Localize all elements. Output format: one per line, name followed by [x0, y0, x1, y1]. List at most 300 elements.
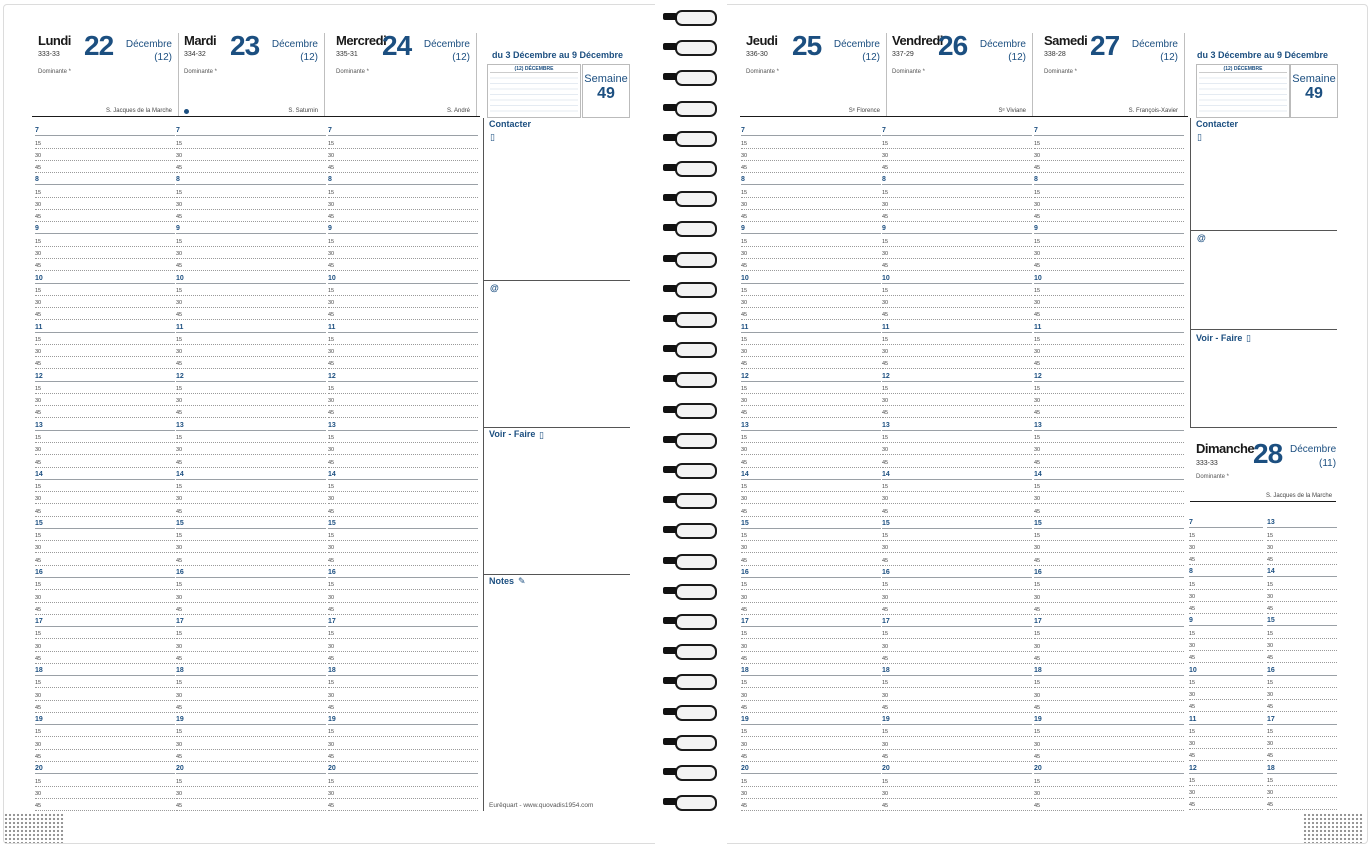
quarter-row[interactable] [1189, 638, 1263, 651]
quarter-row[interactable] [741, 651, 881, 664]
hour-row[interactable] [35, 467, 175, 480]
quarter-row[interactable] [741, 148, 881, 161]
hour-row[interactable] [1034, 221, 1184, 234]
quarter-row[interactable] [176, 209, 326, 222]
quarter-row[interactable] [176, 430, 326, 443]
hour-row[interactable] [328, 270, 478, 283]
quarter-row[interactable] [882, 184, 1032, 197]
quarter-row[interactable] [882, 700, 1032, 713]
left-voir-faire-panel[interactable] [483, 428, 630, 575]
quarter-row[interactable] [741, 491, 881, 504]
quarter-row[interactable] [882, 344, 1032, 357]
quarter-row[interactable] [328, 577, 478, 590]
hour-row[interactable] [328, 221, 478, 234]
quarter-row[interactable] [882, 651, 1032, 664]
quarter-row[interactable] [328, 552, 478, 565]
quarter-row[interactable] [35, 135, 175, 148]
quarter-row[interactable] [882, 356, 1032, 369]
hour-row[interactable] [1189, 564, 1263, 577]
hour-row[interactable] [176, 516, 326, 529]
quarter-row[interactable] [1189, 699, 1263, 712]
quarter-row[interactable] [741, 405, 881, 418]
hour-row[interactable] [882, 614, 1032, 627]
quarter-row[interactable] [176, 577, 326, 590]
quarter-row[interactable] [741, 503, 881, 516]
quarter-row[interactable] [741, 700, 881, 713]
hour-row[interactable] [35, 221, 175, 234]
hour-row[interactable] [882, 663, 1032, 676]
quarter-row[interactable] [176, 602, 326, 615]
hour-row[interactable] [1189, 613, 1263, 626]
quarter-row[interactable] [741, 344, 881, 357]
quarter-row[interactable] [882, 798, 1032, 811]
quarter-row[interactable] [1034, 283, 1184, 296]
quarter-row[interactable] [35, 503, 175, 516]
quarter-row[interactable] [176, 786, 326, 799]
quarter-row[interactable] [741, 724, 881, 737]
hour-row[interactable] [35, 712, 175, 725]
quarter-row[interactable] [741, 737, 881, 750]
quarter-row[interactable] [1034, 233, 1184, 246]
quarter-row[interactable] [741, 773, 881, 786]
hour-row[interactable] [882, 417, 1032, 430]
quarter-row[interactable] [35, 454, 175, 467]
hour-row[interactable] [328, 516, 478, 529]
quarter-row[interactable] [741, 381, 881, 394]
quarter-row[interactable] [1034, 295, 1184, 308]
hour-row[interactable] [741, 368, 881, 381]
quarter-row[interactable] [1267, 748, 1337, 761]
quarter-row[interactable] [741, 246, 881, 259]
quarter-row[interactable] [1034, 589, 1184, 602]
quarter-row[interactable] [1267, 785, 1337, 798]
hour-row[interactable] [882, 221, 1032, 234]
hour-row[interactable] [176, 221, 326, 234]
quarter-row[interactable] [741, 160, 881, 173]
hour-row[interactable] [328, 123, 478, 136]
hour-row[interactable] [741, 614, 881, 627]
quarter-row[interactable] [328, 687, 478, 700]
quarter-row[interactable] [328, 356, 478, 369]
quarter-row[interactable] [1034, 503, 1184, 516]
quarter-row[interactable] [35, 295, 175, 308]
quarter-row[interactable] [882, 258, 1032, 271]
quarter-row[interactable] [1267, 625, 1337, 638]
quarter-row[interactable] [176, 638, 326, 651]
hour-row[interactable] [1034, 270, 1184, 283]
hour-row[interactable] [328, 712, 478, 725]
quarter-row[interactable] [328, 454, 478, 467]
quarter-row[interactable] [1034, 405, 1184, 418]
quarter-row[interactable] [882, 405, 1032, 418]
quarter-row[interactable] [176, 295, 326, 308]
quarter-row[interactable] [882, 160, 1032, 173]
quarter-row[interactable] [1034, 135, 1184, 148]
quarter-row[interactable] [35, 148, 175, 161]
quarter-row[interactable] [741, 135, 881, 148]
quarter-row[interactable] [176, 773, 326, 786]
hour-row[interactable] [1267, 662, 1337, 675]
hour-row[interactable] [741, 663, 881, 676]
quarter-row[interactable] [1034, 430, 1184, 443]
quarter-row[interactable] [176, 626, 326, 639]
hour-row[interactable] [741, 761, 881, 774]
quarter-row[interactable] [882, 233, 1032, 246]
quarter-row[interactable] [1267, 773, 1337, 786]
quarter-row[interactable] [1034, 307, 1184, 320]
quarter-row[interactable] [176, 552, 326, 565]
quarter-row[interactable] [882, 295, 1032, 308]
quarter-row[interactable] [1189, 773, 1263, 786]
quarter-row[interactable] [35, 381, 175, 394]
quarter-row[interactable] [176, 233, 326, 246]
quarter-row[interactable] [1267, 540, 1337, 553]
quarter-row[interactable] [1034, 491, 1184, 504]
quarter-row[interactable] [1034, 749, 1184, 762]
quarter-row[interactable] [328, 700, 478, 713]
quarter-row[interactable] [1034, 552, 1184, 565]
quarter-row[interactable] [176, 675, 326, 688]
quarter-row[interactable] [1034, 638, 1184, 651]
quarter-row[interactable] [882, 430, 1032, 443]
quarter-row[interactable] [176, 503, 326, 516]
hour-row[interactable] [35, 123, 175, 136]
quarter-row[interactable] [35, 479, 175, 492]
hour-row[interactable] [1267, 564, 1337, 577]
quarter-row[interactable] [1034, 258, 1184, 271]
quarter-row[interactable] [176, 700, 326, 713]
quarter-row[interactable] [328, 602, 478, 615]
hour-row[interactable] [1034, 319, 1184, 332]
quarter-row[interactable] [882, 148, 1032, 161]
quarter-row[interactable] [1034, 332, 1184, 345]
quarter-row[interactable] [1189, 527, 1263, 540]
quarter-row[interactable] [882, 307, 1032, 320]
quarter-row[interactable] [882, 737, 1032, 750]
hour-row[interactable] [1189, 760, 1263, 773]
hour-row[interactable] [176, 368, 326, 381]
quarter-row[interactable] [328, 381, 478, 394]
hour-row[interactable] [176, 319, 326, 332]
quarter-row[interactable] [741, 798, 881, 811]
quarter-row[interactable] [1189, 736, 1263, 749]
quarter-row[interactable] [741, 307, 881, 320]
quarter-row[interactable] [1189, 625, 1263, 638]
quarter-row[interactable] [1189, 797, 1263, 810]
quarter-row[interactable] [882, 135, 1032, 148]
hour-row[interactable] [1189, 711, 1263, 724]
hour-row[interactable] [176, 467, 326, 480]
quarter-row[interactable] [1034, 356, 1184, 369]
hour-row[interactable] [882, 761, 1032, 774]
hour-row[interactable] [35, 516, 175, 529]
quarter-row[interactable] [1034, 381, 1184, 394]
quarter-row[interactable] [882, 246, 1032, 259]
quarter-row[interactable] [328, 737, 478, 750]
hour-row[interactable] [741, 417, 881, 430]
quarter-row[interactable] [1034, 773, 1184, 786]
hour-row[interactable] [1034, 123, 1184, 136]
quarter-row[interactable] [1189, 576, 1263, 589]
quarter-row[interactable] [741, 442, 881, 455]
quarter-row[interactable] [328, 258, 478, 271]
quarter-row[interactable] [328, 528, 478, 541]
quarter-row[interactable] [1034, 160, 1184, 173]
quarter-row[interactable] [1034, 479, 1184, 492]
quarter-row[interactable] [1189, 650, 1263, 663]
quarter-row[interactable] [1267, 650, 1337, 663]
quarter-row[interactable] [176, 148, 326, 161]
quarter-row[interactable] [176, 307, 326, 320]
quarter-row[interactable] [176, 381, 326, 394]
quarter-row[interactable] [35, 577, 175, 590]
quarter-row[interactable] [35, 737, 175, 750]
hour-row[interactable] [35, 368, 175, 381]
quarter-row[interactable] [35, 798, 175, 811]
hour-row[interactable] [741, 319, 881, 332]
quarter-row[interactable] [741, 295, 881, 308]
hour-row[interactable] [176, 614, 326, 627]
quarter-row[interactable] [176, 479, 326, 492]
hour-row[interactable] [741, 172, 881, 185]
hour-row[interactable] [1267, 515, 1337, 528]
quarter-row[interactable] [1034, 786, 1184, 799]
quarter-row[interactable] [328, 675, 478, 688]
quarter-row[interactable] [35, 552, 175, 565]
hour-row[interactable] [328, 172, 478, 185]
quarter-row[interactable] [882, 638, 1032, 651]
quarter-row[interactable] [328, 135, 478, 148]
quarter-row[interactable] [35, 528, 175, 541]
quarter-row[interactable] [741, 602, 881, 615]
hour-row[interactable] [328, 467, 478, 480]
hour-row[interactable] [882, 270, 1032, 283]
hour-row[interactable] [35, 761, 175, 774]
hour-row[interactable] [176, 172, 326, 185]
quarter-row[interactable] [35, 589, 175, 602]
quarter-row[interactable] [1034, 209, 1184, 222]
right-contacter-panel[interactable] [1190, 118, 1337, 231]
quarter-row[interactable] [1267, 527, 1337, 540]
hour-row[interactable] [1034, 614, 1184, 627]
quarter-row[interactable] [882, 393, 1032, 406]
hour-row[interactable] [35, 663, 175, 676]
quarter-row[interactable] [741, 356, 881, 369]
quarter-row[interactable] [741, 786, 881, 799]
quarter-row[interactable] [176, 246, 326, 259]
quarter-row[interactable] [1189, 540, 1263, 553]
hour-row[interactable] [741, 221, 881, 234]
quarter-row[interactable] [882, 442, 1032, 455]
quarter-row[interactable] [741, 209, 881, 222]
quarter-row[interactable] [35, 675, 175, 688]
quarter-row[interactable] [1034, 148, 1184, 161]
quarter-row[interactable] [35, 491, 175, 504]
hour-row[interactable] [328, 319, 478, 332]
quarter-row[interactable] [741, 540, 881, 553]
hour-row[interactable] [1034, 467, 1184, 480]
quarter-row[interactable] [741, 258, 881, 271]
quarter-row[interactable] [176, 749, 326, 762]
quarter-row[interactable] [1267, 601, 1337, 614]
hour-row[interactable] [328, 368, 478, 381]
quarter-row[interactable] [1189, 675, 1263, 688]
quarter-row[interactable] [1034, 197, 1184, 210]
quarter-row[interactable] [35, 246, 175, 259]
quarter-row[interactable] [882, 381, 1032, 394]
quarter-row[interactable] [328, 307, 478, 320]
quarter-row[interactable] [741, 454, 881, 467]
quarter-row[interactable] [328, 148, 478, 161]
quarter-row[interactable] [1034, 675, 1184, 688]
quarter-row[interactable] [741, 430, 881, 443]
quarter-row[interactable] [328, 786, 478, 799]
hour-row[interactable] [882, 565, 1032, 578]
quarter-row[interactable] [1034, 798, 1184, 811]
hour-row[interactable] [328, 614, 478, 627]
quarter-row[interactable] [882, 332, 1032, 345]
quarter-row[interactable] [176, 528, 326, 541]
quarter-row[interactable] [35, 442, 175, 455]
quarter-row[interactable] [328, 184, 478, 197]
quarter-row[interactable] [328, 638, 478, 651]
quarter-row[interactable] [882, 602, 1032, 615]
quarter-row[interactable] [328, 209, 478, 222]
hour-row[interactable] [882, 712, 1032, 725]
hour-row[interactable] [35, 565, 175, 578]
quarter-row[interactable] [741, 233, 881, 246]
quarter-row[interactable] [176, 184, 326, 197]
hour-row[interactable] [882, 516, 1032, 529]
quarter-row[interactable] [882, 577, 1032, 590]
hour-row[interactable] [1034, 565, 1184, 578]
hour-row[interactable] [1267, 711, 1337, 724]
quarter-row[interactable] [35, 687, 175, 700]
quarter-row[interactable] [35, 393, 175, 406]
quarter-row[interactable] [1034, 540, 1184, 553]
hour-row[interactable] [176, 565, 326, 578]
quarter-row[interactable] [328, 295, 478, 308]
quarter-row[interactable] [328, 332, 478, 345]
hour-row[interactable] [882, 123, 1032, 136]
quarter-row[interactable] [1034, 626, 1184, 639]
quarter-row[interactable] [1267, 736, 1337, 749]
quarter-row[interactable] [176, 283, 326, 296]
quarter-row[interactable] [882, 724, 1032, 737]
hour-row[interactable] [741, 123, 881, 136]
quarter-row[interactable] [882, 626, 1032, 639]
quarter-row[interactable] [35, 307, 175, 320]
quarter-row[interactable] [176, 135, 326, 148]
quarter-row[interactable] [1034, 184, 1184, 197]
quarter-row[interactable] [741, 638, 881, 651]
quarter-row[interactable] [882, 749, 1032, 762]
quarter-row[interactable] [328, 393, 478, 406]
quarter-row[interactable] [176, 798, 326, 811]
quarter-row[interactable] [328, 442, 478, 455]
quarter-row[interactable] [35, 160, 175, 173]
quarter-row[interactable] [35, 197, 175, 210]
quarter-row[interactable] [1189, 785, 1263, 798]
hour-row[interactable] [1034, 516, 1184, 529]
quarter-row[interactable] [882, 491, 1032, 504]
quarter-row[interactable] [882, 209, 1032, 222]
quarter-row[interactable] [1189, 601, 1263, 614]
quarter-row[interactable] [35, 184, 175, 197]
quarter-row[interactable] [882, 786, 1032, 799]
quarter-row[interactable] [1267, 724, 1337, 737]
quarter-row[interactable] [882, 454, 1032, 467]
quarter-row[interactable] [741, 197, 881, 210]
hour-row[interactable] [176, 270, 326, 283]
quarter-row[interactable] [328, 651, 478, 664]
quarter-row[interactable] [882, 687, 1032, 700]
quarter-row[interactable] [1267, 675, 1337, 688]
quarter-row[interactable] [176, 724, 326, 737]
hour-row[interactable] [328, 417, 478, 430]
quarter-row[interactable] [1034, 737, 1184, 750]
quarter-row[interactable] [35, 258, 175, 271]
quarter-row[interactable] [882, 197, 1032, 210]
quarter-row[interactable] [35, 651, 175, 664]
hour-row[interactable] [176, 417, 326, 430]
hour-row[interactable] [1189, 662, 1263, 675]
quarter-row[interactable] [1267, 687, 1337, 700]
hour-row[interactable] [1034, 417, 1184, 430]
quarter-row[interactable] [1267, 638, 1337, 651]
quarter-row[interactable] [35, 283, 175, 296]
quarter-row[interactable] [882, 479, 1032, 492]
quarter-row[interactable] [35, 786, 175, 799]
quarter-row[interactable] [176, 491, 326, 504]
quarter-row[interactable] [741, 577, 881, 590]
quarter-row[interactable] [176, 160, 326, 173]
quarter-row[interactable] [1034, 344, 1184, 357]
quarter-row[interactable] [741, 687, 881, 700]
quarter-row[interactable] [1189, 687, 1263, 700]
quarter-row[interactable] [1189, 748, 1263, 761]
quarter-row[interactable] [882, 528, 1032, 541]
hour-row[interactable] [1034, 172, 1184, 185]
quarter-row[interactable] [1267, 699, 1337, 712]
hour-row[interactable] [1034, 663, 1184, 676]
quarter-row[interactable] [35, 602, 175, 615]
quarter-row[interactable] [328, 344, 478, 357]
quarter-row[interactable] [176, 332, 326, 345]
quarter-row[interactable] [176, 442, 326, 455]
quarter-row[interactable] [35, 700, 175, 713]
quarter-row[interactable] [328, 491, 478, 504]
hour-row[interactable] [35, 417, 175, 430]
hour-row[interactable] [1034, 712, 1184, 725]
quarter-row[interactable] [35, 356, 175, 369]
quarter-row[interactable] [328, 405, 478, 418]
quarter-row[interactable] [328, 589, 478, 602]
left-notes-panel[interactable] [483, 575, 630, 811]
quarter-row[interactable] [176, 651, 326, 664]
quarter-row[interactable] [882, 283, 1032, 296]
quarter-row[interactable] [741, 626, 881, 639]
quarter-row[interactable] [176, 454, 326, 467]
hour-row[interactable] [882, 319, 1032, 332]
quarter-row[interactable] [1034, 651, 1184, 664]
quarter-row[interactable] [1189, 552, 1263, 565]
quarter-row[interactable] [741, 528, 881, 541]
quarter-row[interactable] [328, 798, 478, 811]
right-email-panel[interactable] [1190, 231, 1337, 330]
quarter-row[interactable] [882, 503, 1032, 516]
left-email-panel[interactable] [483, 281, 630, 428]
